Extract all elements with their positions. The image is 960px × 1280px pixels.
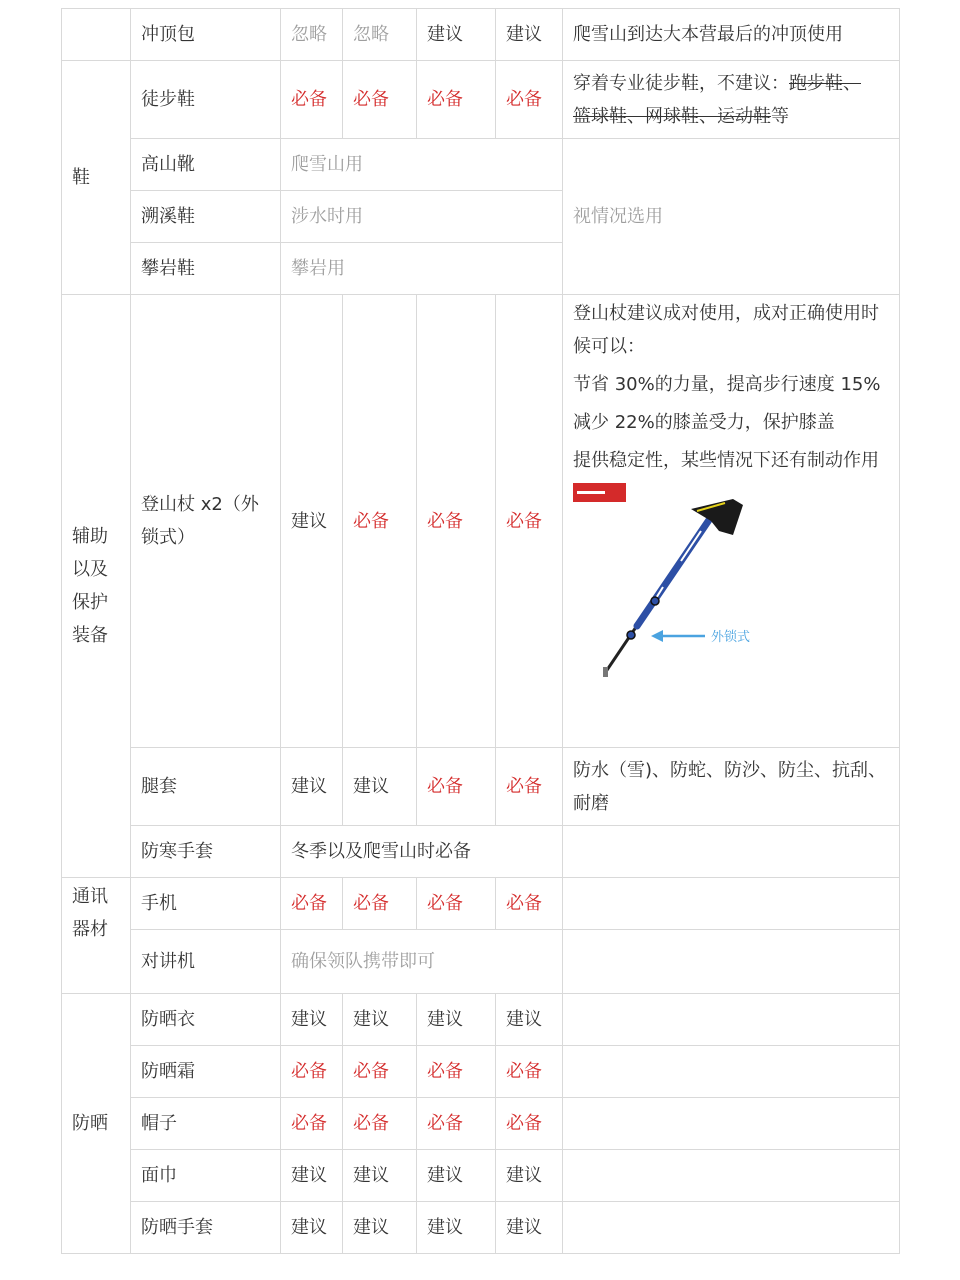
level-cell: 建议 — [496, 994, 563, 1046]
note-cell: 防水（雪)、防蛇、防沙、防尘、抗刮、耐磨 — [563, 748, 900, 826]
level-cell: 建议 — [343, 1150, 417, 1202]
item-name: 防寒手套 — [131, 826, 281, 878]
table-row — [62, 878, 900, 930]
level-cell: 建议 — [281, 1202, 343, 1254]
item-name: 防晒手套 — [131, 1202, 281, 1254]
level-cell: 建议 — [281, 994, 343, 1046]
level-cell: 必备 — [343, 1046, 417, 1098]
note-cell — [563, 295, 900, 748]
level-cell: 必备 — [343, 61, 417, 139]
level-cell: 必备 — [417, 295, 496, 748]
level-cell: 必备 — [496, 61, 563, 139]
table-row — [62, 826, 900, 878]
level-cell: 必备 — [496, 295, 563, 748]
category-cell: 通讯器材 — [62, 878, 131, 994]
merged-cell: 攀岩用 — [281, 243, 563, 295]
level-cell: 必备 — [496, 748, 563, 826]
category-cell: 防晒 — [62, 994, 131, 1254]
item-name: 溯溪鞋 — [131, 191, 281, 243]
note-cell-empty — [563, 1046, 900, 1098]
table-row — [62, 1150, 900, 1202]
level-cell: 必备 — [496, 1098, 563, 1150]
item-name: 高山靴 — [131, 139, 281, 191]
level-cell: 建议 — [343, 1202, 417, 1254]
level-cell: 建议 — [496, 1202, 563, 1254]
item-name: 面巾 — [131, 1150, 281, 1202]
note-line: 登山杖建议成对使用，成对正确使用时候可以： — [573, 303, 879, 357]
struck-text: 跑步鞋、 — [789, 72, 861, 94]
note-cell: 爬雪山到达大本营最后的冲顶使用 — [563, 9, 900, 61]
merged-cell: 确保领队携带即可 — [281, 930, 563, 994]
table-row — [62, 1202, 900, 1254]
note-cell — [563, 61, 900, 139]
level-cell: 建议 — [343, 994, 417, 1046]
level-cell: 必备 — [417, 1098, 496, 1150]
item-name: 手机 — [131, 878, 281, 930]
note-line: 提供稳定性，某些情况下还有制动作用 — [573, 450, 879, 471]
level-cell: 必备 — [281, 1046, 343, 1098]
level-cell: 建议 — [281, 1150, 343, 1202]
level-cell: 建议 — [417, 9, 496, 61]
note-line: 节省 30%的力量，提高步行速度 15% — [573, 374, 881, 395]
level-cell: 建议 — [417, 994, 496, 1046]
table-row — [62, 9, 900, 61]
level-cell: 必备 — [343, 878, 417, 930]
table-row — [62, 295, 900, 748]
note-text: 穿着专业徒步鞋，不建议： — [573, 72, 789, 94]
level-cell: 建议 — [343, 748, 417, 826]
pole-caption: 外锁式 — [711, 630, 751, 645]
item-name: 帽子 — [131, 1098, 281, 1150]
level-cell: 建议 — [417, 1202, 496, 1254]
level-cell: 建议 — [281, 295, 343, 748]
level-cell: 建议 — [496, 1150, 563, 1202]
note-cell-empty — [563, 826, 900, 878]
level-cell: 忽略 — [281, 9, 343, 61]
table-row — [62, 1046, 900, 1098]
table-row — [62, 139, 900, 191]
item-name: 防晒霜 — [131, 1046, 281, 1098]
note-cell: 视情况选用 — [563, 139, 900, 295]
level-cell: 必备 — [417, 61, 496, 139]
struck-text: 篮球鞋、网球鞋、运动鞋 — [573, 105, 771, 127]
level-cell: 必备 — [496, 878, 563, 930]
level-cell: 必备 — [496, 1046, 563, 1098]
category-cell: 鞋 — [62, 61, 131, 295]
item-name: 对讲机 — [131, 930, 281, 994]
table-row — [62, 994, 900, 1046]
table-row — [62, 1098, 900, 1150]
item-name: 防晒衣 — [131, 994, 281, 1046]
note-cell-empty — [563, 1150, 900, 1202]
note-cell-empty — [563, 930, 900, 994]
gear-table — [61, 8, 900, 1254]
note-cell-empty — [563, 1202, 900, 1254]
item-name: 冲顶包 — [131, 9, 281, 61]
trekking-pole-image — [573, 483, 873, 683]
note-line: 减少 22%的膝盖受力，保护膝盖 — [573, 412, 835, 433]
level-cell: 必备 — [417, 748, 496, 826]
level-cell: 必备 — [343, 1098, 417, 1150]
category-cell-empty — [62, 9, 131, 61]
level-cell: 忽略 — [343, 9, 417, 61]
level-cell: 必备 — [281, 61, 343, 139]
level-cell: 必备 — [417, 1046, 496, 1098]
level-cell: 必备 — [281, 1098, 343, 1150]
level-cell: 必备 — [343, 295, 417, 748]
item-name: 腿套 — [131, 748, 281, 826]
level-cell: 建议 — [281, 748, 343, 826]
note-cell-empty — [563, 1098, 900, 1150]
merged-cell: 涉水时用 — [281, 191, 563, 243]
level-cell: 建议 — [496, 9, 563, 61]
note-cell-empty — [563, 994, 900, 1046]
table-row — [62, 930, 900, 994]
trekking-pole-icon — [593, 491, 853, 681]
level-cell: 必备 — [281, 878, 343, 930]
item-name: 攀岩鞋 — [131, 243, 281, 295]
merged-cell: 爬雪山用 — [281, 139, 563, 191]
merged-cell: 冬季以及爬雪山时必备 — [281, 826, 563, 878]
note-cell-empty — [563, 878, 900, 930]
note-text: 等 — [771, 105, 789, 127]
table-row — [62, 61, 900, 139]
level-cell: 建议 — [417, 1150, 496, 1202]
level-cell: 必备 — [417, 878, 496, 930]
table-row — [62, 748, 900, 826]
item-name: 登山杖 x2（外锁式） — [131, 295, 281, 748]
item-name: 徒步鞋 — [131, 61, 281, 139]
category-cell: 辅助以及保护装备 — [62, 295, 131, 878]
